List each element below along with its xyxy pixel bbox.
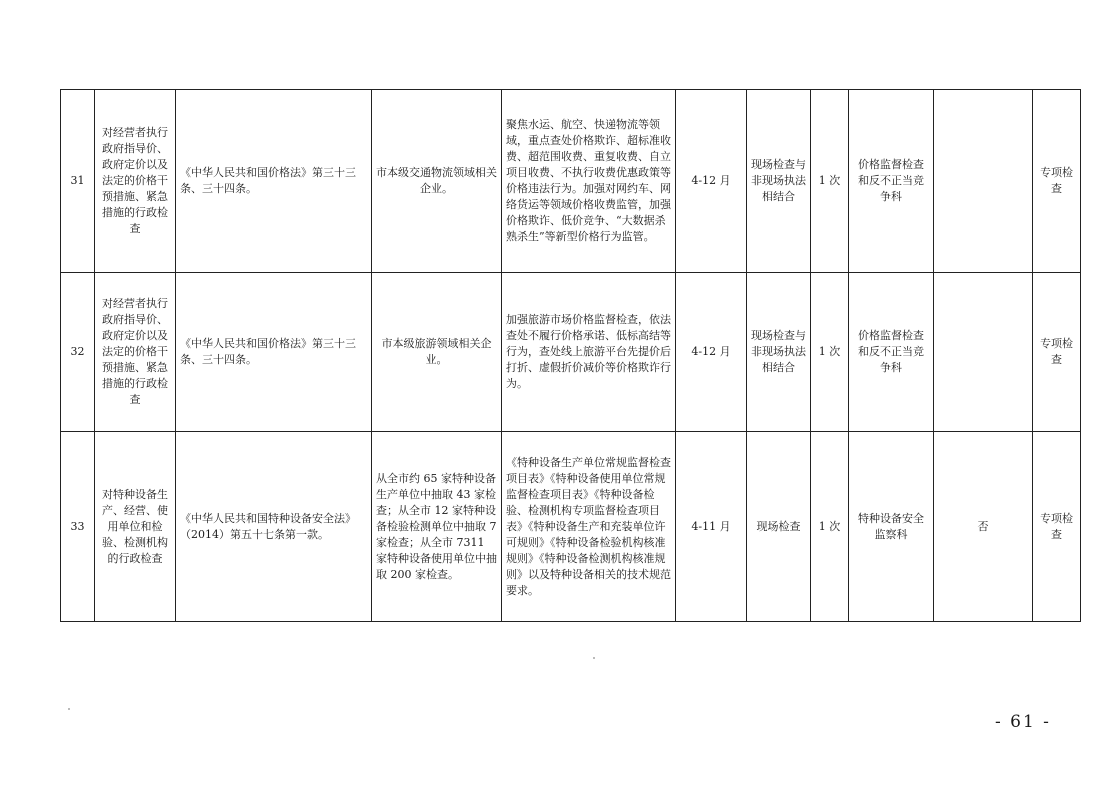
- inspection-time: 4-12 月: [676, 90, 747, 273]
- table-row: [61, 90, 1081, 273]
- joint-inspection: [934, 90, 1033, 273]
- inspection-content: 加强旅游市场价格监督检查，依法查处不履行价格承诺、低标高结等行为，查处线上旅游平台先提价后打折、虚假折价减价等价格欺诈行为。: [502, 273, 676, 432]
- inspection-time: 4-11 月: [676, 432, 747, 622]
- inspection-method: 现场检查: [747, 432, 811, 622]
- row-number: 31: [61, 90, 95, 273]
- row-number: 33: [61, 432, 95, 622]
- row-number: 32: [61, 273, 95, 432]
- scan-speck: [68, 708, 70, 710]
- inspection-method: 现场检查与非现场执法相结合: [747, 90, 811, 273]
- legal-basis: 《中华人民共和国价格法》第三十三条、三十四条。: [176, 273, 372, 432]
- inspection-frequency: 1 次: [811, 273, 849, 432]
- inspection-type: 专项检查: [1033, 90, 1081, 273]
- inspection-object: 市本级交通物流领域相关企业。: [372, 90, 502, 273]
- joint-inspection: [934, 273, 1033, 432]
- table-row: [61, 273, 1081, 432]
- scan-speck: [593, 657, 595, 659]
- inspection-object: 从全市约 65 家特种设备生产单位中抽取 43 家检查；从全市 12 家特种设备检验检测单位中抽取 7 家检查；从全市 7311 家特种设备使用单位中抽取 200 家检查。: [372, 432, 502, 622]
- inspection-frequency: 1 次: [811, 432, 849, 622]
- legal-basis: 《中华人民共和国特种设备安全法》（2014）第五十七条第一款。: [176, 432, 372, 622]
- inspection-content: 《特种设备生产单位常规监督检查项目表》《特种设备使用单位常规监督检查项目表》《特种设备检验、检测机构专项监督检查项目表》《特种设备生产和充装单位许可规则》《特种设备检验机构核准规则》《特种设备检测机构核准规则》以及特种设备相关的技术规范要求。: [502, 432, 676, 622]
- responsible-department: 价格监督检查和反不正当竞争科: [849, 273, 934, 432]
- page-number: - 61 -: [995, 712, 1051, 732]
- inspection-time: 4-12 月: [676, 273, 747, 432]
- inspection-object: 市本级旅游领域相关企业。: [372, 273, 502, 432]
- inspection-item: 对特种设备生产、经营、使用单位和检验、检测机构的行政检查: [95, 432, 176, 622]
- table-row: [61, 432, 1081, 622]
- inspection-frequency: 1 次: [811, 90, 849, 273]
- inspection-content: 聚焦水运、航空、快递物流等领域，重点查处价格欺诈、超标准收费、超范围收费、重复收费、自立项目收费、不执行收费优惠政策等价格违法行为。加强对网约车、网络货运等领域价格收费监管，加强价格欺诈、低价竞争、“大数据杀熟杀生”等新型价格行为监管。: [502, 90, 676, 273]
- responsible-department: 特种设备安全监察科: [849, 432, 934, 622]
- legal-basis: 《中华人民共和国价格法》第三十三条、三十四条。: [176, 90, 372, 273]
- inspection-type: 专项检查: [1033, 432, 1081, 622]
- inspection-table: [60, 89, 1081, 622]
- inspection-method: 现场检查与非现场执法相结合: [747, 273, 811, 432]
- inspection-item: 对经营者执行政府指导价、政府定价以及法定的价格干预措施、紧急措施的行政检查: [95, 273, 176, 432]
- inspection-type: 专项检查: [1033, 273, 1081, 432]
- responsible-department: 价格监督检查和反不正当竞争科: [849, 90, 934, 273]
- joint-inspection: 否: [934, 432, 1033, 622]
- inspection-item: 对经营者执行政府指导价、政府定价以及法定的价格干预措施、紧急措施的行政检查: [95, 90, 176, 273]
